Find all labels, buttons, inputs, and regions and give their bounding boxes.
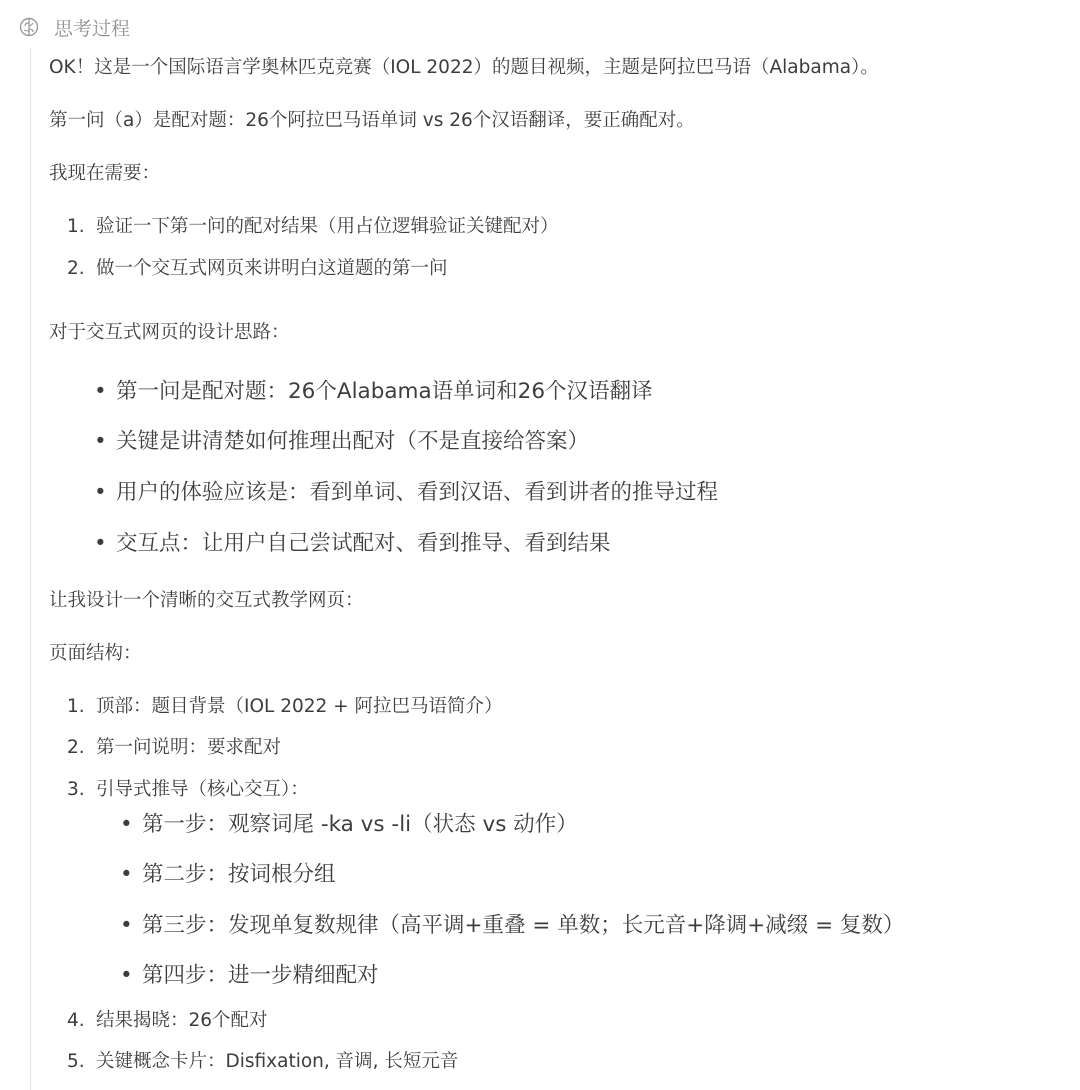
design-bullet xyxy=(94,379,653,405)
bullet-text: 关键是讲清楚如何推理出配对（不是直接给答案） xyxy=(116,429,590,454)
question-paragraph: 第一问（a）是配对题：26个阿拉巴马语单词 vs 26个汉语翻译，要正确配对。 xyxy=(49,110,695,131)
list-text: 引导式推导（核心交互）： xyxy=(96,779,309,800)
list-text: 关键概念卡片：Disfixation, 音调, 长短元音 xyxy=(96,1051,459,1072)
list-number: 2. xyxy=(67,737,85,758)
list-number: 4. xyxy=(67,1010,85,1031)
bullet-dot: • xyxy=(94,531,107,556)
bullet-dot: • xyxy=(120,963,133,988)
thinking-process-label: 思考过程 xyxy=(54,17,131,40)
list-number: 1. xyxy=(67,216,85,237)
bullet-dot: • xyxy=(120,862,133,887)
structure-item xyxy=(67,737,281,759)
list-number: 3. xyxy=(67,779,85,800)
need-item xyxy=(67,216,559,238)
design-bullet xyxy=(94,429,589,455)
list-text: 第一问说明：要求配对 xyxy=(96,737,282,758)
bullet-text: 用户的体验应该是：看到单词、看到汉语、看到讲者的推导过程 xyxy=(116,480,719,505)
bullet-text: 第三步：发现单复数规律（高平调+重叠 = 单数；长元音+降调+减缀 = 复数） xyxy=(142,913,905,938)
design-heading: 对于交互式网页的设计思路： xyxy=(49,322,290,343)
bullet-text: 第二步：按词根分组 xyxy=(142,862,336,887)
structure-heading: 页面结构： xyxy=(49,643,142,664)
list-number: 2. xyxy=(67,258,85,279)
list-text: 验证一下第一问的配对结果（用占位逻辑验证关键配对） xyxy=(96,216,559,237)
list-number: 1. xyxy=(67,696,85,717)
design-bullet xyxy=(94,480,718,506)
thinking-block-rule xyxy=(30,48,31,1090)
bullet-dot: • xyxy=(94,379,107,404)
bullet-dot: • xyxy=(120,913,133,938)
intro-paragraph: OK！这是一个国际语言学奥林匹克竞赛（IOL 2022）的题目视频，主题是阿拉巴马语（Alabama）。 xyxy=(49,57,879,78)
list-number: 5. xyxy=(67,1051,85,1072)
thinking-process-toggle[interactable] xyxy=(18,14,130,40)
bullet-text: 第一步：观察词尾 -ka vs -li（状态 vs 动作） xyxy=(142,812,578,837)
structure-item xyxy=(67,1051,458,1073)
structure-item xyxy=(67,696,503,718)
step-bullet xyxy=(120,963,379,989)
step-bullet xyxy=(120,862,336,888)
list-text: 顶部：题目背景（IOL 2022 + 阿拉巴马语简介） xyxy=(96,696,503,717)
bullet-dot: • xyxy=(94,480,107,505)
bullet-dot: • xyxy=(120,812,133,837)
brain-icon xyxy=(18,16,40,38)
let-me-paragraph: 让我设计一个清晰的交互式教学网页： xyxy=(49,590,364,611)
structure-item xyxy=(67,779,309,801)
bullet-text: 第四步：进一步精细配对 xyxy=(142,963,379,988)
need-item xyxy=(67,258,448,280)
list-text: 做一个交互式网页来讲明白这道题的第一问 xyxy=(96,258,448,279)
needs-heading: 我现在需要： xyxy=(49,163,161,184)
step-bullet xyxy=(120,812,578,838)
bullet-text: 交互点：让用户自己尝试配对、看到推导、看到结果 xyxy=(116,531,611,556)
list-text: 结果揭晓：26个配对 xyxy=(96,1010,268,1031)
design-bullet xyxy=(94,531,611,557)
structure-item xyxy=(67,1010,268,1032)
step-bullet xyxy=(120,913,904,939)
bullet-dot: • xyxy=(94,429,107,454)
bullet-text: 第一问是配对题：26个Alabama语单词和26个汉语翻译 xyxy=(116,379,653,404)
